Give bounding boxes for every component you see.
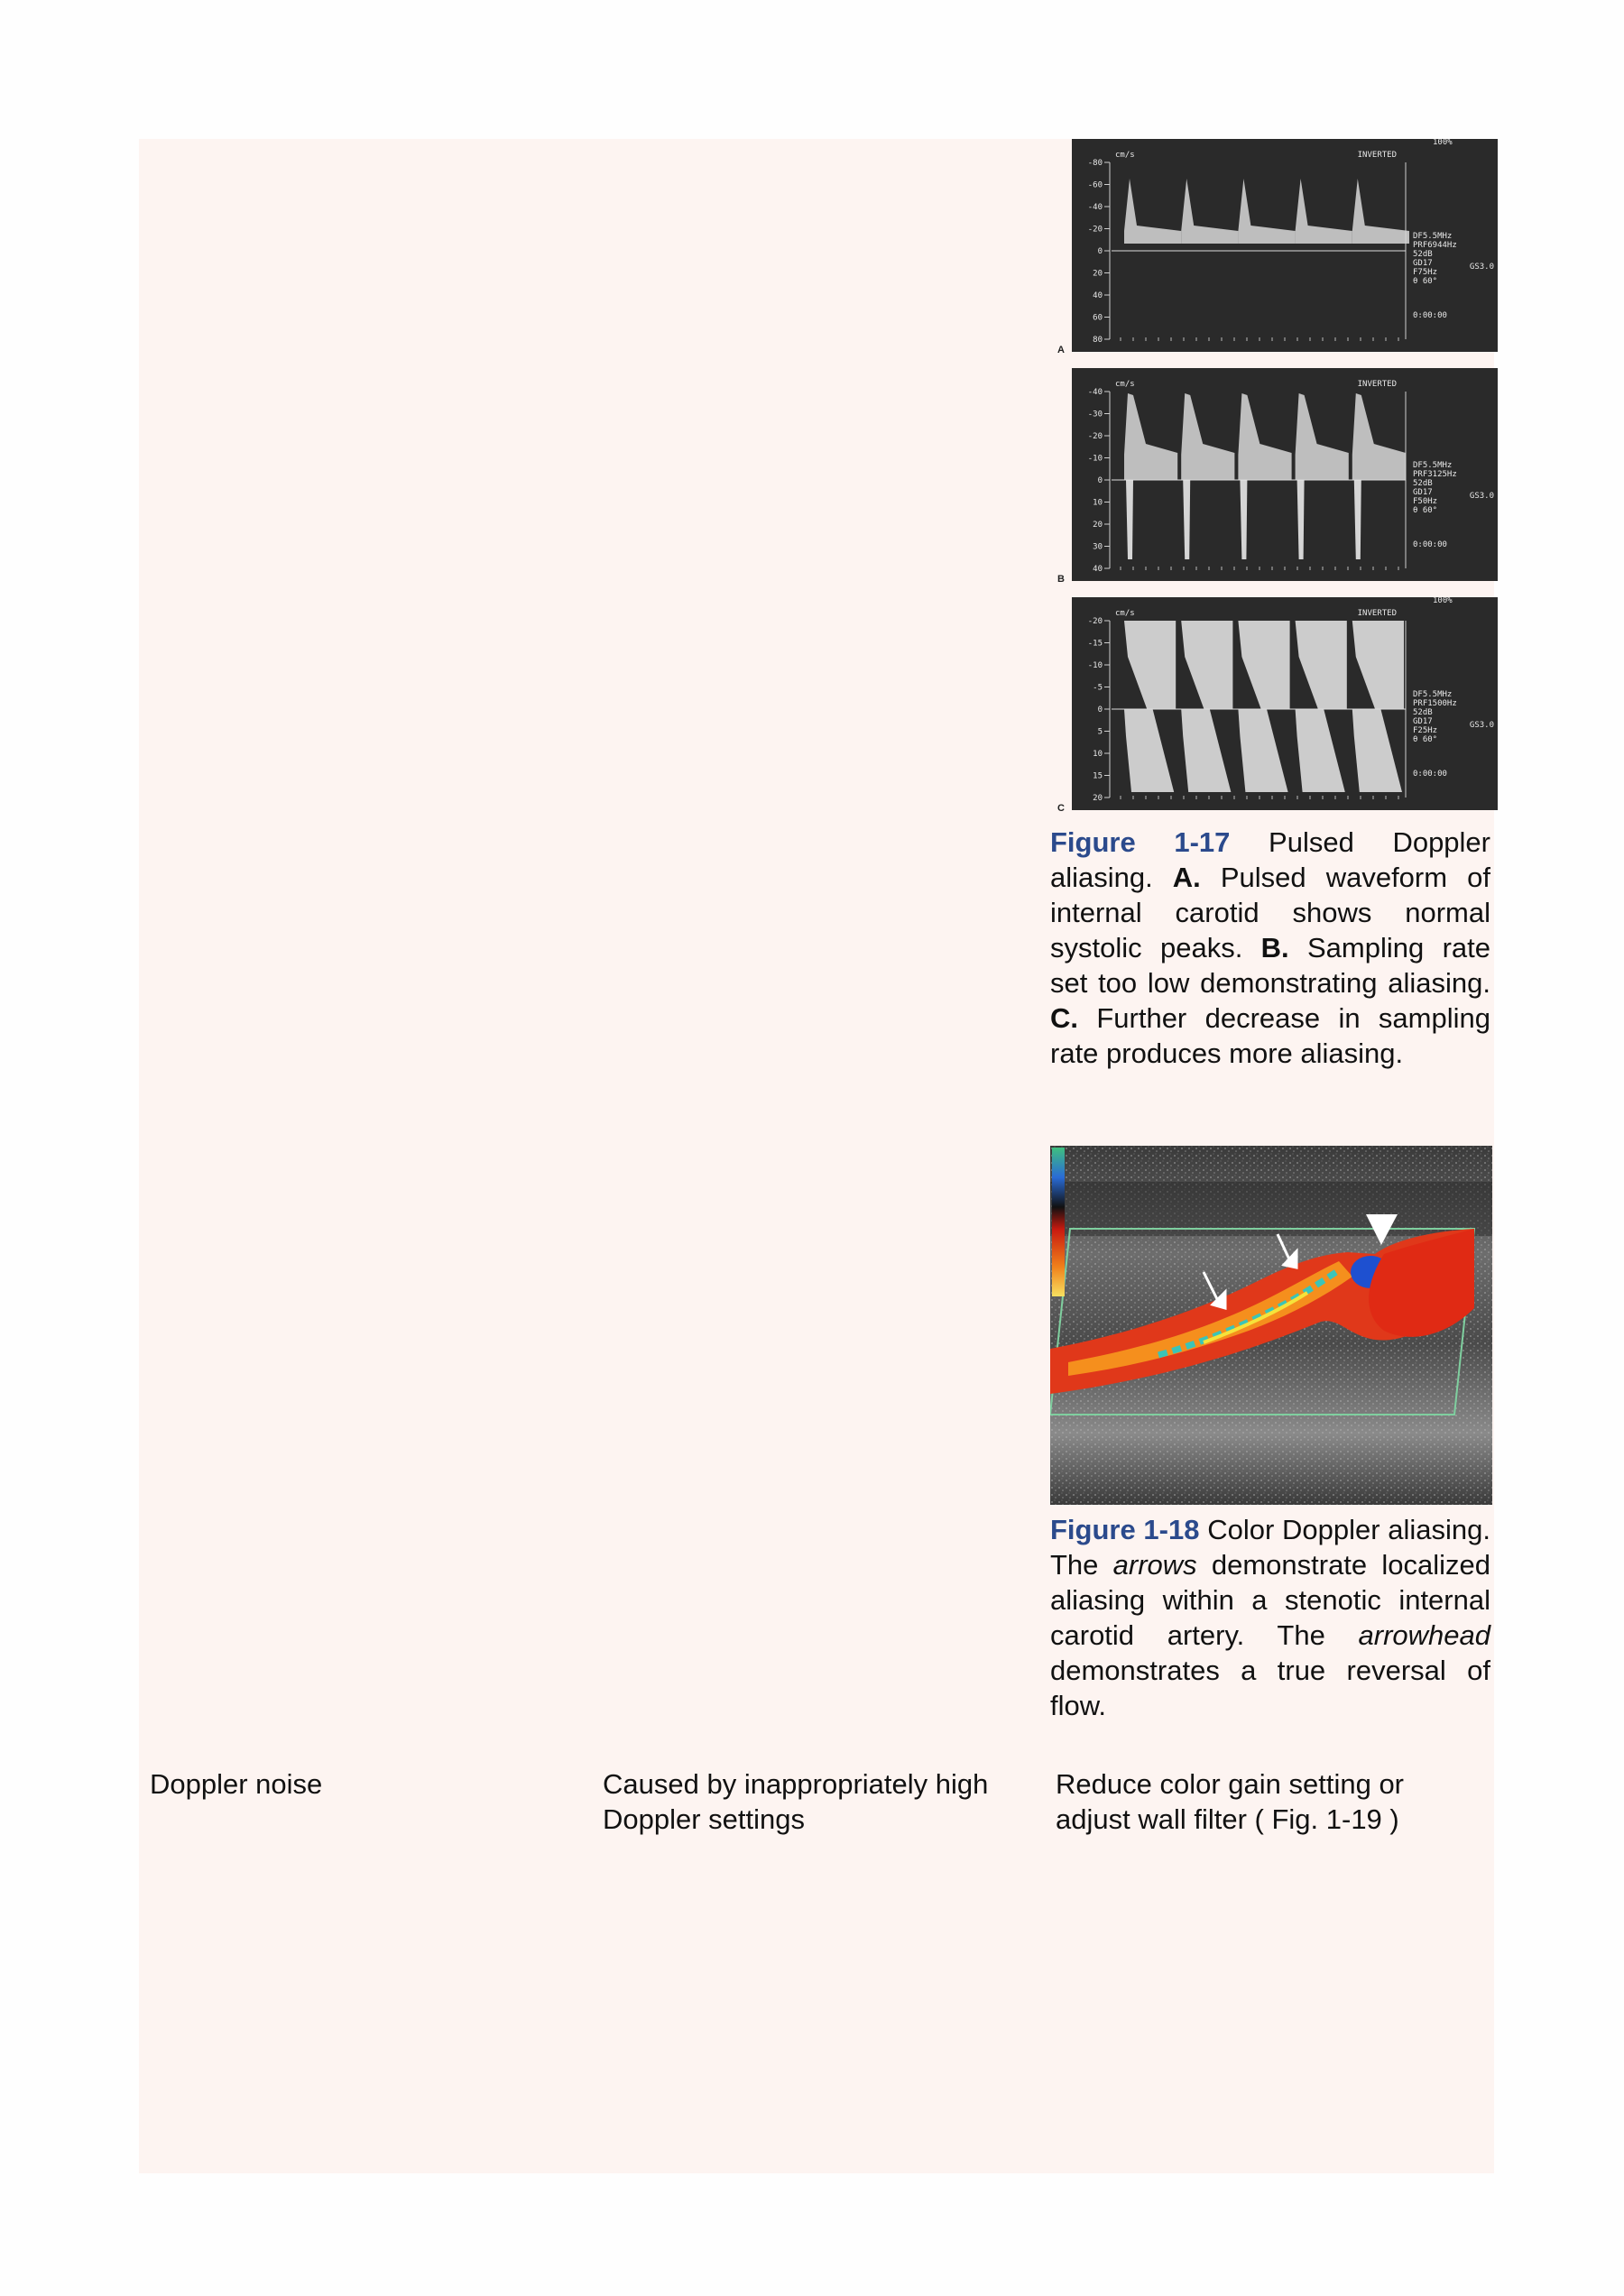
param-label: GD17 bbox=[1413, 259, 1433, 268]
doppler-panel-a bbox=[1072, 139, 1498, 352]
scale-label: 0 bbox=[1097, 247, 1103, 256]
scale-label: -30 bbox=[1087, 410, 1103, 420]
time-label: 0:00:00 bbox=[1413, 770, 1447, 779]
scale-label: 80 bbox=[1093, 336, 1103, 345]
param-label: PRF6944Hz bbox=[1413, 241, 1457, 250]
scale-label: -20 bbox=[1087, 432, 1103, 441]
top-label: 100% bbox=[1433, 139, 1453, 147]
unit-label: cm/s bbox=[1115, 380, 1135, 389]
param-label: 52dB bbox=[1413, 479, 1433, 488]
spectral-waveform bbox=[1124, 393, 1406, 559]
scale-label: 20 bbox=[1093, 794, 1103, 803]
scale-label: 10 bbox=[1093, 750, 1103, 759]
panel-letter-a: A bbox=[1057, 345, 1065, 355]
gs-label: GS3.0 bbox=[1469, 492, 1494, 501]
panel-letter-c: C bbox=[1057, 803, 1065, 814]
scale-label: 40 bbox=[1093, 565, 1103, 574]
unit-label: cm/s bbox=[1115, 151, 1135, 160]
scale-label: 20 bbox=[1093, 269, 1103, 279]
spectral-waveform bbox=[1124, 621, 1404, 792]
param-label: F25Hz bbox=[1413, 726, 1438, 735]
scale-label: 10 bbox=[1093, 498, 1103, 508]
figure-1-18-label: Figure 1-18 bbox=[1050, 1514, 1200, 1545]
panel-letter-b: B bbox=[1057, 574, 1065, 585]
figure-1-18-caption: Figure 1-18 Color Doppler aliasing. The arrows demonstrate localized aliasing within a stenotic internal carotid artery. The arrowhead demonstrates a true reversal of flow. bbox=[1050, 1514, 1490, 1721]
artifact-cell: Doppler noise bbox=[150, 1768, 323, 1800]
scale-label: -80 bbox=[1087, 159, 1103, 168]
scale-label: 15 bbox=[1093, 771, 1103, 781]
scale-label: -20 bbox=[1087, 225, 1103, 235]
scale-label: -60 bbox=[1087, 180, 1103, 190]
param-label: PRF1500Hz bbox=[1413, 699, 1457, 708]
param-label: θ 60° bbox=[1413, 277, 1438, 286]
gs-label: GS3.0 bbox=[1469, 721, 1494, 730]
param-label: F75Hz bbox=[1413, 268, 1438, 277]
param-label: DF5.5MHz bbox=[1413, 232, 1453, 241]
top-label: 100% bbox=[1433, 597, 1453, 605]
param-label: 52dB bbox=[1413, 708, 1433, 717]
scale-label: -40 bbox=[1087, 203, 1103, 212]
param-label: DF5.5MHz bbox=[1413, 461, 1453, 470]
scale-label: -40 bbox=[1087, 388, 1103, 397]
time-label: 0:00:00 bbox=[1413, 540, 1447, 549]
scale-label: -10 bbox=[1087, 454, 1103, 464]
param-label: θ 60° bbox=[1413, 735, 1438, 744]
scale-label: 0 bbox=[1097, 705, 1103, 715]
scale-label: -5 bbox=[1093, 683, 1103, 693]
spectral-waveform bbox=[1124, 179, 1409, 244]
scale-label: -10 bbox=[1087, 661, 1103, 670]
param-label: F50Hz bbox=[1413, 497, 1438, 506]
mode-label: INVERTED bbox=[1357, 151, 1397, 160]
scale-label: 5 bbox=[1097, 727, 1103, 737]
doppler-panel-b bbox=[1072, 368, 1498, 581]
scale-label: 0 bbox=[1097, 476, 1103, 485]
mode-label: INVERTED bbox=[1357, 380, 1397, 389]
scale-label: 30 bbox=[1093, 542, 1103, 552]
param-label: PRF3125Hz bbox=[1413, 470, 1457, 479]
figure-1-17-caption: Figure 1-17 Pulsed Doppler aliasing. A. Pulsed waveform of internal carotid shows normal systolic peaks. B. Sampling rate set too low demonstrating aliasing. C. Further decrease in sampling rate produces more aliasing. bbox=[1050, 826, 1490, 1069]
figure-1-18-image bbox=[1050, 1146, 1492, 1505]
time-label: 0:00:00 bbox=[1413, 311, 1447, 320]
param-label: θ 60° bbox=[1413, 506, 1438, 515]
doppler-panel-c bbox=[1072, 597, 1498, 810]
mode-label: INVERTED bbox=[1357, 609, 1397, 618]
figure-1-17-label: Figure 1-17 bbox=[1050, 826, 1231, 858]
param-label: GD17 bbox=[1413, 488, 1433, 497]
scale-label: 20 bbox=[1093, 521, 1103, 530]
scale-label: -15 bbox=[1087, 639, 1103, 649]
gs-label: GS3.0 bbox=[1469, 263, 1494, 272]
scale-label: 60 bbox=[1093, 313, 1103, 323]
cause-cell: Caused by inappropriately high Doppler settings bbox=[603, 1768, 989, 1835]
remedy-cell: Reduce color gain setting or adjust wall filter ( Fig. 1-19 ) bbox=[1056, 1768, 1405, 1835]
param-label: GD17 bbox=[1413, 717, 1433, 726]
scale-label: -20 bbox=[1087, 617, 1103, 626]
scale-label: 40 bbox=[1093, 291, 1103, 300]
param-label: DF5.5MHz bbox=[1413, 690, 1453, 699]
param-label: 52dB bbox=[1413, 250, 1433, 259]
unit-label: cm/s bbox=[1115, 609, 1135, 618]
